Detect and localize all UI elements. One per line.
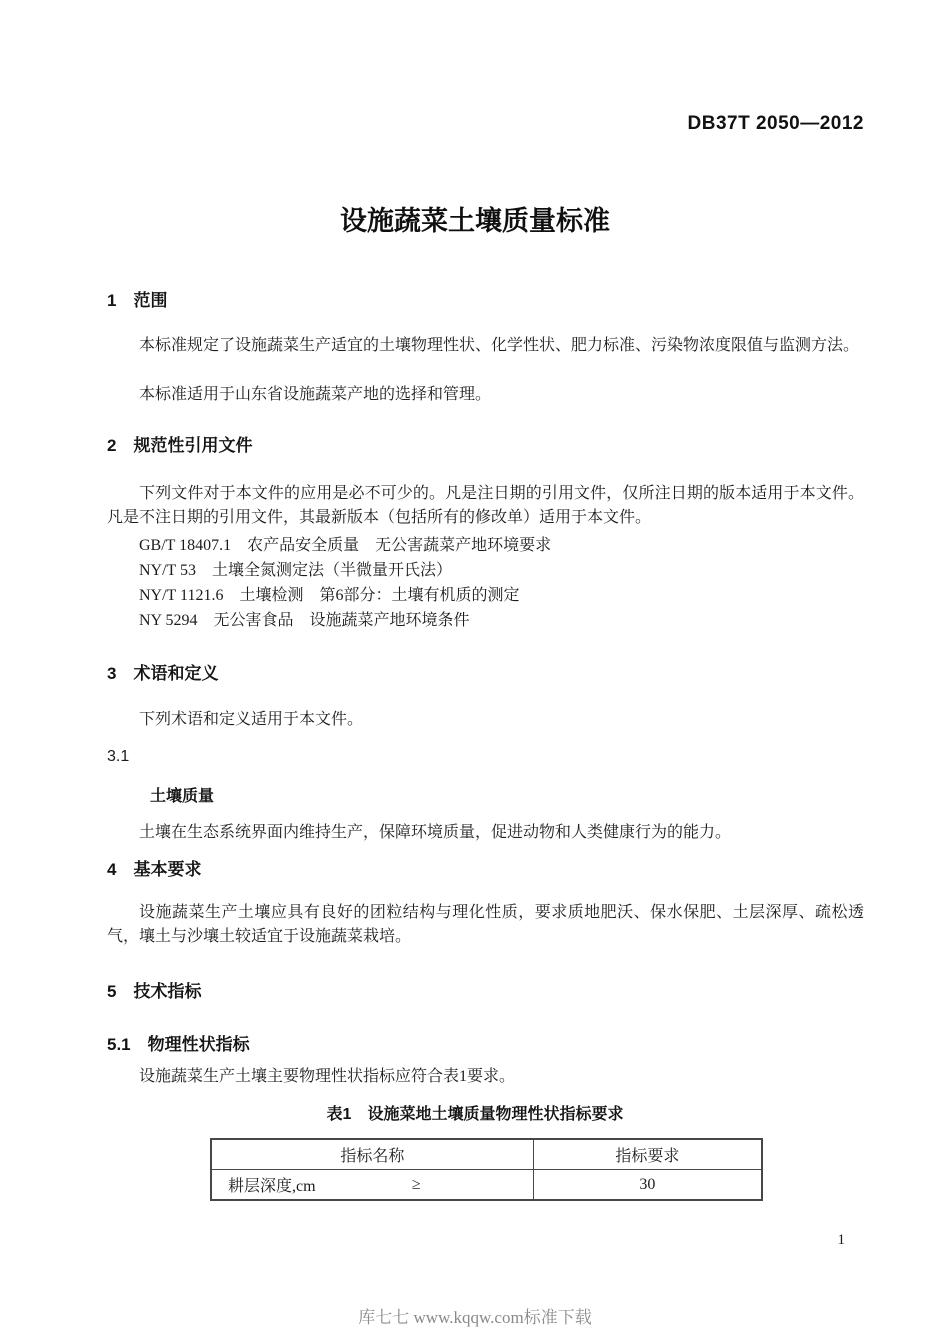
section-4-paragraph-1: 设施蔬菜生产土壤应具有良好的团粒结构与理化性质，要求质地肥沃、保水保肥、土层深厚、疏松透气，壤土与沙壤土较适宜于设施蔬菜栽培。: [107, 904, 864, 945]
section-2-paragraph-1: 下列文件对于本文件的应用是必不可少的。凡是注日期的引用文件，仅所注日期的版本适用于本文件。凡是不注日期的引用文件，其最新版本（包括所有的修改单）适用于本文件。: [107, 485, 864, 526]
normative-references-list: [139, 533, 864, 633]
footer-watermark: 库七七 www.kqqw.com标准下载: [358, 1308, 592, 1327]
section-4-label: 基本要求: [133, 860, 202, 879]
section-3-heading: [107, 659, 218, 684]
section-5-1-number: 5.1: [107, 1035, 131, 1054]
section-3-label: 术语和定义: [133, 664, 219, 683]
reference-item: NY 5294 无公害食品 设施蔬菜产地环境条件: [139, 612, 470, 629]
table-1-caption: 表1 设施菜地土壤质量物理性状指标要求: [326, 1106, 624, 1123]
section-5-heading: [107, 977, 201, 1002]
section-1-number: 1: [107, 291, 117, 310]
section-2-number: 2: [107, 436, 117, 455]
page-title: 设施蔬菜土壤质量标准: [340, 206, 610, 236]
table-header-indicator-name: 指标名称: [211, 1139, 533, 1170]
indicator-name: 耕层深度,cm: [228, 1178, 316, 1195]
page-number: 1: [837, 1232, 845, 1248]
doc-number: DB37T 2050—2012: [687, 113, 864, 134]
indicator-operator: ≥: [411, 1175, 421, 1193]
section-5-1-paragraph-1: 设施蔬菜生产土壤主要物理性状指标应符合表1要求。: [139, 1068, 516, 1085]
section-5-1-heading: [107, 1030, 250, 1055]
indicator-name-cell: [212, 1173, 533, 1196]
section-4-number: 4: [107, 860, 117, 879]
physical-indicators-table: [210, 1138, 763, 1201]
table-header-row: [211, 1139, 762, 1170]
section-1-heading: [107, 286, 167, 311]
term-definition: 土壤在生态系统界面内维持生产，保障环境质量，促进动物和人类健康行为的能力。: [139, 824, 732, 841]
clause-3-1-number: 3.1: [107, 748, 130, 765]
section-2-heading: [107, 431, 252, 456]
section-5-label: 技术指标: [133, 982, 202, 1001]
section-1-label: 范围: [133, 291, 168, 310]
reference-item: NY/T 53 土壤全氮测定法（半微量开氏法）: [139, 562, 453, 579]
term-title: 土壤质量: [150, 788, 215, 805]
section-2-label: 规范性引用文件: [133, 436, 253, 455]
section-3-number: 3: [107, 664, 117, 683]
reference-item: GB/T 18407.1 农产品安全质量 无公害蔬菜产地环境要求: [139, 537, 552, 554]
table-header-indicator-requirement: 指标要求: [533, 1139, 762, 1170]
section-3-paragraph-1: 下列术语和定义适用于本文件。: [139, 711, 364, 728]
section-1-paragraph-2: 本标准适用于山东省设施蔬菜产地的选择和管理。: [139, 386, 492, 403]
table-row: [211, 1170, 762, 1201]
reference-item: NY/T 1121.6 土壤检测 第6部分：土壤有机质的测定: [139, 587, 520, 604]
section-5-1-label: 物理性状指标: [147, 1035, 250, 1054]
indicator-value: 30: [533, 1170, 762, 1201]
section-5-number: 5: [107, 982, 117, 1001]
section-4-heading: [107, 855, 201, 880]
section-1-paragraph-1: 本标准规定了设施蔬菜生产适宜的土壤物理性状、化学性状、肥力标准、污染物浓度限值与监测方法。: [139, 337, 860, 354]
